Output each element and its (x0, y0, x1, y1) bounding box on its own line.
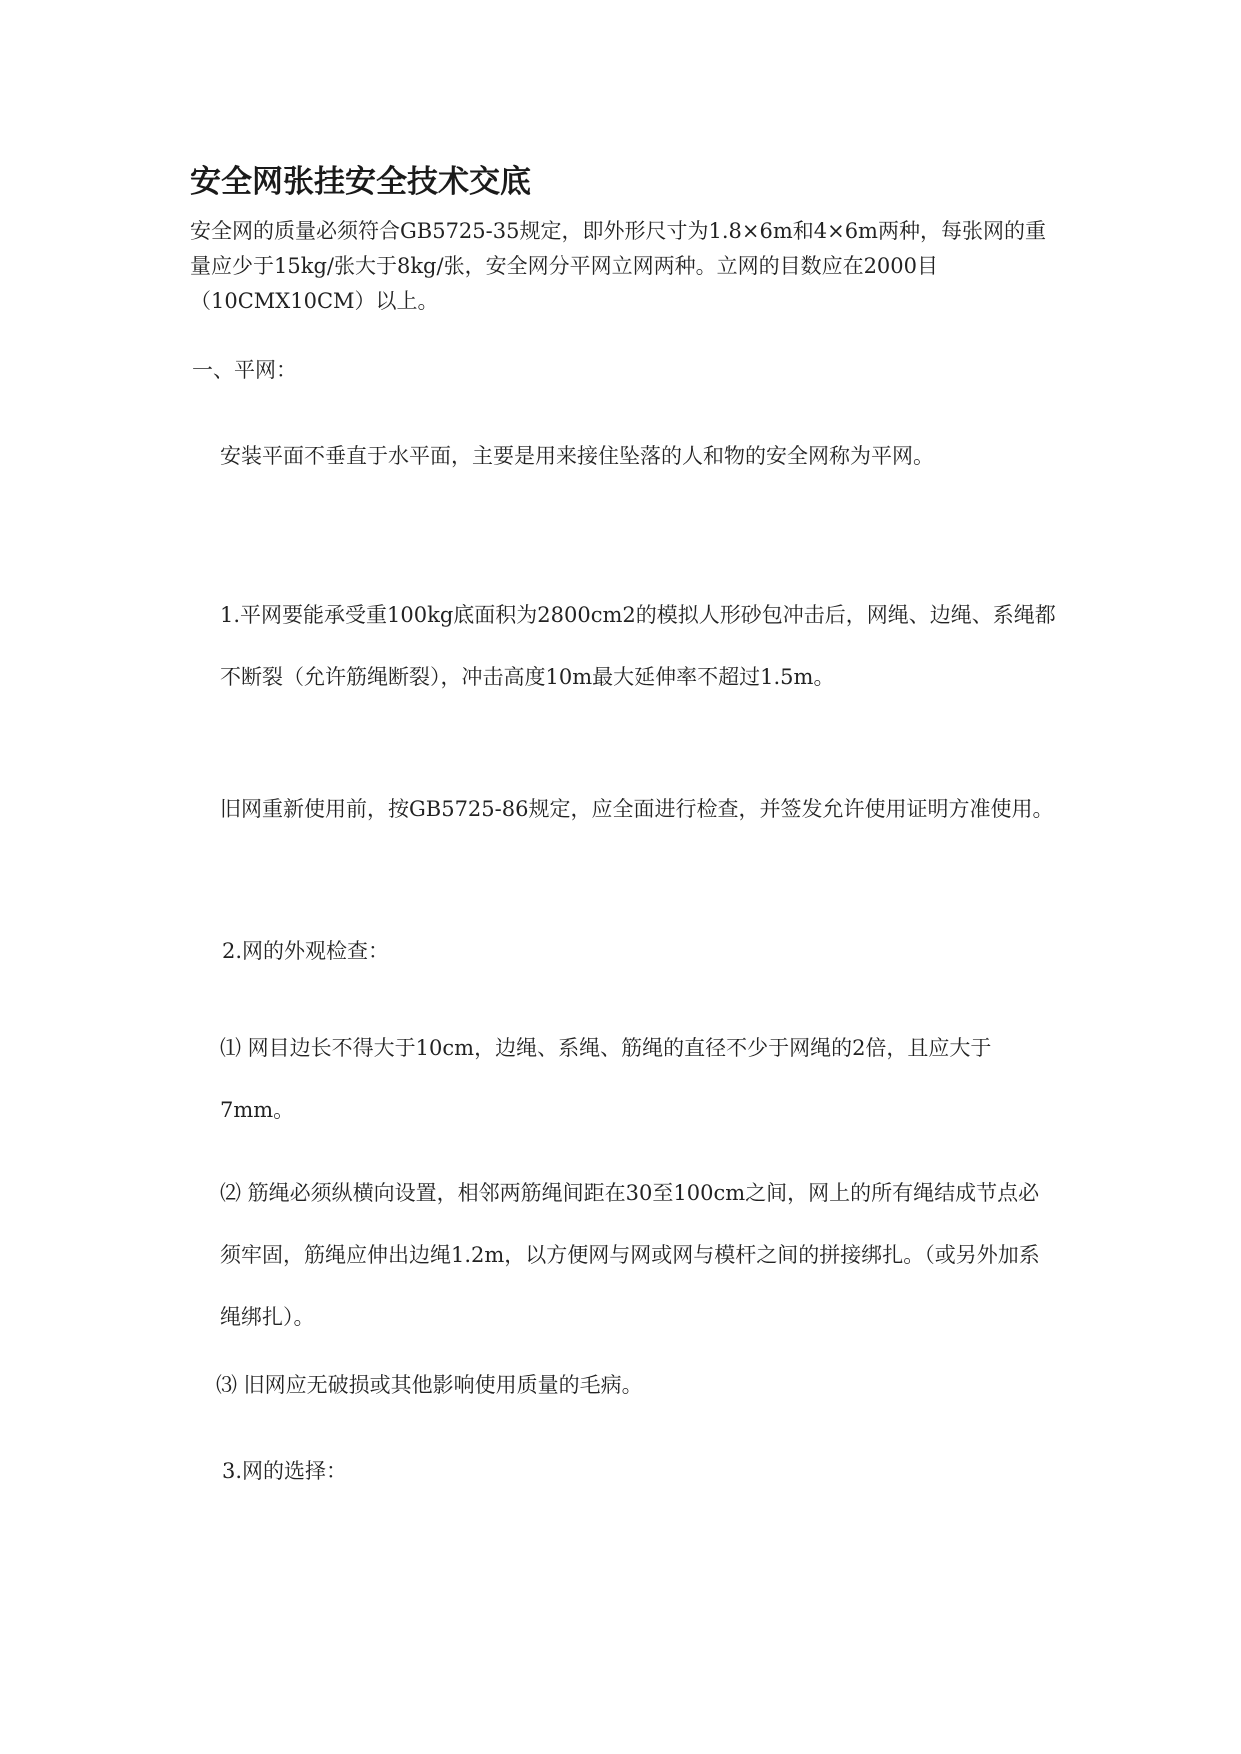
old-net-paragraph: 旧网重新使用前，按GB5725-86规定，应全面进行检查，并签发允许使用证明方准使用。 (220, 797, 1054, 821)
flat-net-definition: 安装平面不垂直于水平面，主要是用来接住坠落的人和物的安全网称为平网。 (220, 444, 934, 468)
item-2-sub-3: ⑶ 旧网应无破损或其他影响使用质量的毛病。 (216, 1373, 643, 1397)
item-2-heading: 2.网的外观检查： (222, 939, 390, 963)
item-3-heading: 3.网的选择： (222, 1459, 348, 1483)
item-1-paragraph: 1.平网要能承受重100kg底面积为2800cm2的模拟人形砂包冲击后，网绳、边绳、系绳都不断裂（允许筋绳断裂），冲击高度10m最大延伸率不超过1.5m。 (220, 603, 1056, 689)
section-heading-flat-net: 一、平网： (192, 358, 297, 382)
document-title: 安全网张挂安全技术交底 (190, 164, 531, 200)
item-2-sub-2: ⑵ 筋绳必须纵横向设置，相邻两筋绳间距在30至100cm之间，网上的所有绳结成节点必须牢固，筋绳应伸出边绳1.2m，以方便网与网或网与模杆之间的拼接绑扎。（或另外加系绳绑扎）。 (220, 1181, 1040, 1329)
item-2-sub-1: ⑴ 网目边长不得大于10cm，边绳、系绳、筋绳的直径不少于网绳的2倍，且应大于7mm。 (220, 1036, 992, 1122)
intro-paragraph: 安全网的质量必须符合GB5725-35规定，即外形尺寸为1.8×6m和4×6m两种，每张网的重量应少于15kg/张大于8kg/张，安全网分平网立网两种。立网的目数应在2000目（10CMX10CM）以上。 (190, 219, 1046, 313)
